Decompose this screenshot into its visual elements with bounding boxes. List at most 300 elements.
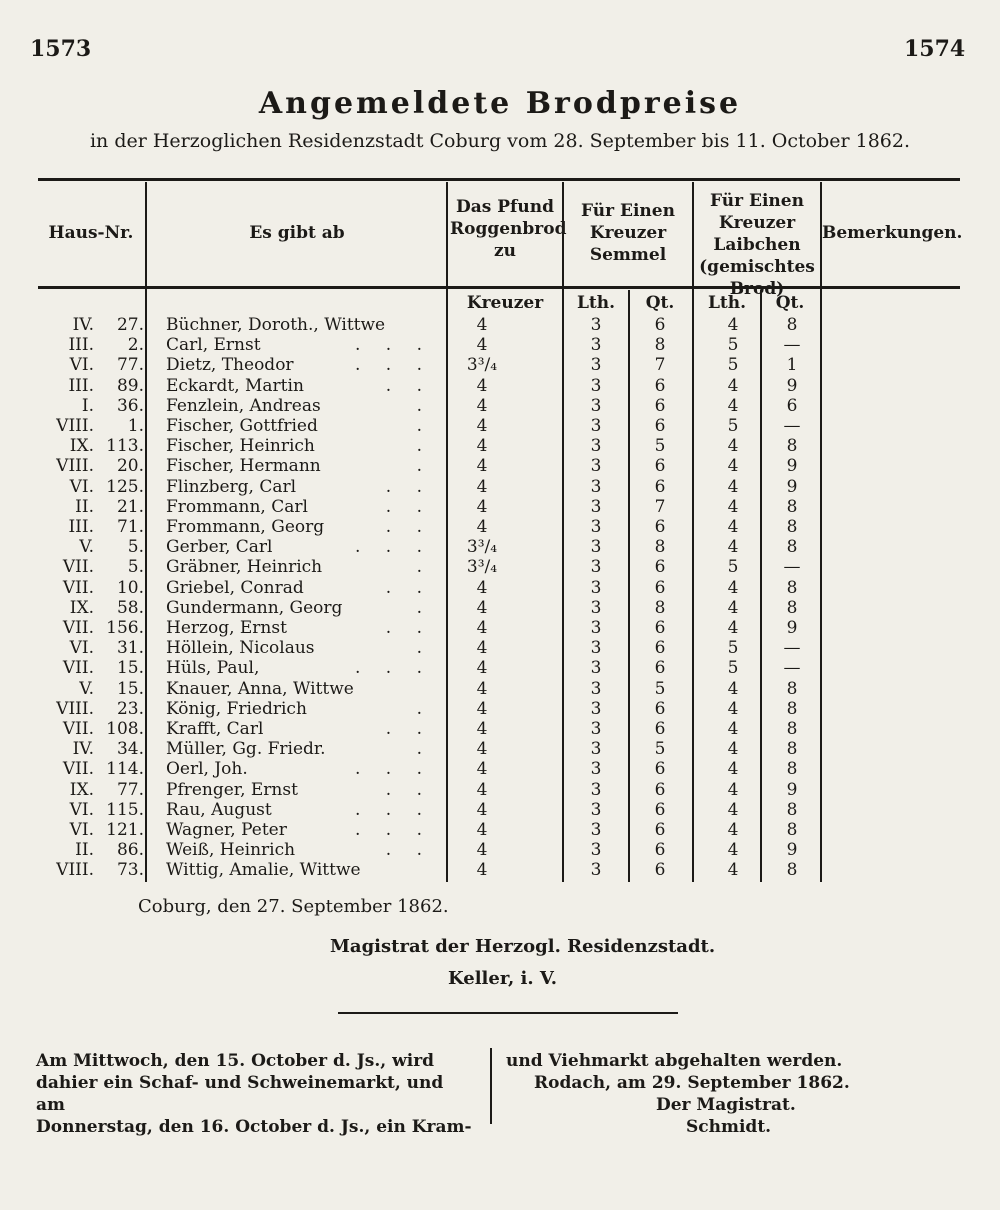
baker-name: Müller, Gg. Friedr. [166,739,326,760]
house-number: 15. [116,678,144,699]
house-district: VIII. [56,860,94,881]
laibchen-lth: 4 [727,719,739,739]
header-laibchen: Für Einen Kreuzer Laibchen (gemischtes Brod) [699,191,815,299]
semmel-lth: 3 [590,315,602,335]
notice-right-line-1: und Viehmarkt abgehalten werden. [506,1051,843,1071]
semmel-qt: 6 [654,476,666,497]
semmel-lth: 3 [590,678,602,699]
table-row [0,476,1000,498]
house-district: VII. [62,557,94,578]
laibchen-qt: — [783,416,801,436]
header-bemerkungen: Bemerkungen. [822,223,963,243]
laibchen-lth: 4 [727,315,739,335]
semmel-qt: 6 [654,658,666,679]
house-number: 73. [116,860,144,881]
roggenbrod-kreuzer: 4 [476,315,488,335]
header-roggenbrod: Das Pfund Roggenbrod zu [450,197,567,261]
page-number-right: 1574 [904,36,966,62]
laibchen-qt: — [783,335,801,356]
semmel-lth: 3 [590,436,602,457]
table-row [0,637,1000,659]
house-number: 156. [106,618,144,638]
laibchen-qt: 8 [786,820,798,840]
semmel-qt: 8 [654,597,666,618]
laibchen-lth: 4 [727,496,739,517]
semmel-lth: 3 [590,355,602,376]
baker-name: Büchner, Doroth., Wittwe [166,315,386,335]
table-row [0,496,1000,518]
laibchen-lth: 5 [727,658,739,679]
laibchen-qt: 8 [786,315,798,335]
laibchen-lth: 5 [727,557,739,578]
leader-dots: . . [385,779,432,800]
house-district: VI. [69,820,94,840]
page-subtitle: in der Herzoglichen Residenzstadt Coburg vom 28. September bis 11. October 1862. [89,130,910,152]
leader-dots: . [416,739,432,760]
house-district: IV. [72,739,94,760]
semmel-qt: 6 [654,416,666,436]
laibchen-lth: 4 [727,456,739,477]
laibchen-qt: — [783,658,801,679]
house-district: VIII. [56,698,94,719]
table-row [0,435,1000,457]
roggenbrod-kreuzer: 3³/₄ [466,557,498,578]
semmel-lth: 3 [590,395,602,416]
date-line: Coburg, den 27. September 1862. [138,896,449,917]
house-district: III. [68,517,94,537]
baker-name: Höllein, Nicolaus [166,638,315,659]
baker-name: Eckardt, Martin [166,375,304,396]
baker-name: König, Friedrich [166,698,307,719]
baker-name: Knauer, Anna, Wittwe [166,678,354,699]
semmel-qt: 5 [654,678,666,699]
semmel-lth: 3 [590,476,602,497]
table-row [0,738,1000,760]
leader-dots: . [416,597,432,618]
semmel-qt: 6 [654,638,666,659]
house-number: 77. [116,355,144,376]
roggenbrod-kreuzer: 4 [476,577,488,598]
semmel-lth: 3 [590,416,602,436]
table-row [0,839,1000,861]
table-row [0,718,1000,740]
baker-name: Pfrenger, Ernst [166,779,298,800]
notice-left-line-2: dahier ein Schaf- und Schweinemarkt, und am [36,1073,444,1115]
baker-name: Weiß, Heinrich [166,840,296,861]
subheader-qt-semmel: Qt. [645,293,675,313]
house-district: I. [81,395,94,416]
house-number: 121. [106,820,144,840]
roggenbrod-kreuzer: 4 [476,678,488,699]
laibchen-qt: 8 [786,860,798,881]
laibchen-qt: 8 [786,799,798,820]
house-number: 21. [116,496,144,517]
laibchen-qt: 9 [786,375,798,396]
semmel-qt: 6 [654,517,666,537]
house-number: 27. [116,315,144,335]
notice-left-line-3: Donnerstag, den 16. October d. Js., ein Kram- [36,1117,472,1137]
table-row [0,859,1000,881]
house-district: VI. [69,799,94,820]
laibchen-qt: 6 [786,395,798,416]
leader-dots: . . [385,375,432,396]
house-district: VIII. [56,456,94,477]
baker-name: Gerber, Carl [166,537,273,558]
laibchen-lth: 4 [727,395,739,416]
semmel-qt: 6 [654,759,666,780]
semmel-lth: 3 [590,739,602,760]
laibchen-qt: 8 [786,678,798,699]
leader-dots: . . . [354,355,432,376]
notice-column-rule [490,1048,492,1124]
baker-name: Wagner, Peter [166,820,287,840]
baker-name: Fischer, Gottfried [166,416,318,436]
laibchen-lth: 4 [727,759,739,780]
baker-name: Frommann, Georg [166,517,325,537]
leader-dots: . . [385,577,432,598]
semmel-qt: 6 [654,557,666,578]
laibchen-qt: 8 [786,537,798,558]
laibchen-lth: 4 [727,436,739,457]
table-row [0,415,1000,437]
semmel-lth: 3 [590,557,602,578]
leader-dots: . . . [354,820,432,840]
semmel-lth: 3 [590,496,602,517]
roggenbrod-kreuzer: 4 [476,860,488,881]
baker-name: Wittig, Amalie, Wittwe [166,860,361,881]
semmel-qt: 6 [654,315,666,335]
laibchen-lth: 5 [727,416,739,436]
laibchen-qt: 9 [786,779,798,800]
laibchen-lth: 5 [727,638,739,659]
laibchen-lth: 4 [727,799,739,820]
house-district: IV. [72,315,94,335]
roggenbrod-kreuzer: 4 [476,375,488,396]
laibchen-qt: 9 [786,476,798,497]
house-district: V. [79,537,94,558]
laibchen-lth: 4 [727,597,739,618]
laibchen-qt: 9 [786,840,798,861]
house-number: 23. [116,698,144,719]
house-number: 1. [127,416,144,436]
baker-name: Krafft, Carl [166,719,264,739]
semmel-lth: 3 [590,618,602,638]
table-row [0,758,1000,780]
table-row [0,516,1000,538]
table-top-rule [38,178,960,181]
roggenbrod-kreuzer: 4 [476,698,488,719]
semmel-qt: 8 [654,537,666,558]
leader-dots: . . [385,719,432,739]
magistrat-line: Magistrat der Herzogl. Residenzstadt. [330,936,716,957]
laibchen-lth: 4 [727,820,739,840]
house-district: III. [68,335,94,356]
page-number-left: 1573 [30,36,92,62]
roggenbrod-kreuzer: 4 [476,597,488,618]
leader-dots: . . [385,496,432,517]
semmel-qt: 6 [654,395,666,416]
page-title: Angemeldete Brodpreise [258,86,742,121]
laibchen-qt: 8 [786,436,798,457]
notice-right-line-3: Der Magistrat. [656,1095,796,1115]
table-row [0,395,1000,417]
table-row [0,334,1000,356]
roggenbrod-kreuzer: 4 [476,638,488,659]
roggenbrod-kreuzer: 4 [476,759,488,780]
house-district: VIII. [56,416,94,436]
roggenbrod-kreuzer: 4 [476,416,488,436]
laibchen-lth: 4 [727,577,739,598]
table-row [0,617,1000,639]
notice-left [36,1050,476,1138]
roggenbrod-kreuzer: 4 [476,395,488,416]
laibchen-lth: 4 [727,739,739,760]
semmel-lth: 3 [590,658,602,679]
house-number: 36. [116,395,144,416]
roggenbrod-kreuzer: 3³/₄ [466,537,498,558]
semmel-qt: 6 [654,840,666,861]
house-number: 5. [127,537,144,558]
laibchen-qt: 8 [786,577,798,598]
header-haus-nr: Haus-Nr. [48,223,134,243]
semmel-qt: 6 [654,375,666,396]
house-district: V. [79,678,94,699]
laibchen-qt: — [783,557,801,578]
subheader-kreuzer: Kreuzer [466,293,544,313]
house-number: 77. [116,779,144,800]
semmel-qt: 6 [654,779,666,800]
semmel-lth: 3 [590,820,602,840]
leader-dots: . . [385,517,432,537]
table-row [0,819,1000,841]
semmel-lth: 3 [590,335,602,356]
house-district: VII. [62,577,94,598]
laibchen-qt: 8 [786,517,798,537]
semmel-lth: 3 [590,799,602,820]
baker-name: Gräbner, Heinrich [166,557,323,578]
roggenbrod-kreuzer: 4 [476,618,488,638]
laibchen-qt: 8 [786,496,798,517]
house-number: 15. [116,658,144,679]
baker-name: Gundermann, Georg [166,597,343,618]
laibchen-qt: 8 [786,719,798,739]
semmel-qt: 7 [654,496,666,517]
leader-dots: . . . [354,335,432,356]
roggenbrod-kreuzer: 4 [476,436,488,457]
house-number: 34. [116,739,144,760]
table-row [0,597,1000,619]
table-row [0,678,1000,700]
baker-name: Herzog, Ernst [166,618,287,638]
laibchen-lth: 4 [727,779,739,800]
laibchen-lth: 5 [727,335,739,356]
semmel-lth: 3 [590,698,602,719]
house-district: IX. [69,436,94,457]
laibchen-qt: 9 [786,618,798,638]
baker-name: Frommann, Carl [166,496,308,517]
subheader-qt-laibchen: Qt. [775,293,805,313]
semmel-qt: 6 [654,456,666,477]
semmel-lth: 3 [590,375,602,396]
semmel-lth: 3 [590,759,602,780]
laibchen-lth: 4 [727,476,739,497]
leader-dots: . . [385,618,432,638]
semmel-qt: 7 [654,355,666,376]
semmel-qt: 6 [654,799,666,820]
table-row [0,536,1000,558]
laibchen-lth: 5 [727,355,739,376]
laibchen-qt: 1 [786,355,798,376]
roggenbrod-kreuzer: 4 [476,799,488,820]
baker-name: Dietz, Theodor [166,355,294,376]
leader-dots: . [416,557,432,578]
semmel-lth: 3 [590,779,602,800]
house-district: III. [68,375,94,396]
semmel-lth: 3 [590,597,602,618]
baker-name: Hüls, Paul, [166,658,260,679]
leader-dots: . . [385,476,432,497]
laibchen-lth: 4 [727,618,739,638]
leader-dots: . . [385,840,432,861]
house-number: 31. [116,638,144,659]
laibchen-lth: 4 [727,860,739,881]
notice-right [506,1050,966,1138]
roggenbrod-kreuzer: 4 [476,719,488,739]
table-row [0,799,1000,821]
semmel-lth: 3 [590,860,602,881]
header-semmel: Für Einen Kreuzer Semmel [581,201,675,265]
house-number: 115. [106,799,144,820]
house-number: 10. [116,577,144,598]
notice-right-line-2: Rodach, am 29. September 1862. [534,1073,850,1093]
laibchen-qt: 8 [786,759,798,780]
house-district: VI. [69,638,94,659]
table-row [0,779,1000,801]
leader-dots: . . . [354,658,432,679]
leader-dots: . [416,456,432,477]
signature: Keller, i. V. [448,968,557,989]
roggenbrod-kreuzer: 4 [476,496,488,517]
leader-dots: . [416,395,432,416]
house-district: VII. [62,759,94,780]
baker-name: Fischer, Hermann [166,456,321,477]
house-number: 2. [127,335,144,356]
laibchen-lth: 4 [727,517,739,537]
notice-right-line-4: Schmidt. [686,1117,772,1137]
semmel-qt: 8 [654,335,666,356]
house-district: II. [75,496,94,517]
divider-rule [338,1012,678,1014]
laibchen-qt: 8 [786,739,798,760]
semmel-qt: 6 [654,860,666,881]
semmel-qt: 6 [654,577,666,598]
baker-name: Fischer, Heinrich [166,436,315,457]
baker-name: Oerl, Joh. [166,759,248,780]
table-row [0,455,1000,477]
semmel-qt: 5 [654,739,666,760]
table-row [0,314,1000,336]
table-row [0,556,1000,578]
house-district: IX. [69,597,94,618]
house-number: 58. [116,597,144,618]
baker-name: Griebel, Conrad [166,577,304,598]
semmel-qt: 6 [654,820,666,840]
semmel-lth: 3 [590,456,602,477]
roggenbrod-kreuzer: 4 [476,476,488,497]
laibchen-qt: 8 [786,698,798,719]
semmel-lth: 3 [590,638,602,659]
semmel-qt: 6 [654,618,666,638]
baker-name: Fenzlein, Andreas [166,395,321,416]
house-number: 86. [116,840,144,861]
roggenbrod-kreuzer: 4 [476,739,488,760]
leader-dots: . [416,698,432,719]
roggenbrod-kreuzer: 3³/₄ [466,355,498,376]
semmel-qt: 6 [654,698,666,719]
house-district: VI. [69,476,94,497]
semmel-qt: 6 [654,719,666,739]
house-number: 5. [127,557,144,578]
laibchen-qt: 9 [786,456,798,477]
house-number: 20. [116,456,144,477]
laibchen-lth: 4 [727,840,739,861]
roggenbrod-kreuzer: 4 [476,779,488,800]
house-district: VII. [62,658,94,679]
semmel-lth: 3 [590,517,602,537]
laibchen-lth: 4 [727,537,739,558]
roggenbrod-kreuzer: 4 [476,335,488,356]
semmel-lth: 3 [590,719,602,739]
roggenbrod-kreuzer: 4 [476,456,488,477]
subheader-lth-laibchen: Lth. [707,293,747,313]
subheader-lth-semmel: Lth. [576,293,616,313]
roggenbrod-kreuzer: 4 [476,658,488,679]
table-row [0,698,1000,720]
leader-dots: . . . [354,759,432,780]
laibchen-qt: — [783,638,801,659]
table-row [0,354,1000,376]
leader-dots: . [416,416,432,436]
baker-name: Carl, Ernst [166,335,261,356]
house-number: 113. [106,436,144,457]
semmel-lth: 3 [590,537,602,558]
table-row [0,657,1000,679]
semmel-lth: 3 [590,840,602,861]
roggenbrod-kreuzer: 4 [476,840,488,861]
leader-dots: . . . [354,799,432,820]
leader-dots: . [416,436,432,457]
laibchen-qt: 8 [786,597,798,618]
table-row [0,577,1000,599]
house-number: 71. [116,517,144,537]
house-number: 114. [106,759,144,780]
house-district: VII. [62,618,94,638]
leader-dots: . [416,638,432,659]
semmel-qt: 5 [654,436,666,457]
house-number: 89. [116,375,144,396]
house-number: 125. [106,476,144,497]
notice-left-line-1: Am Mittwoch, den 15. October d. Js., wird [36,1051,435,1071]
baker-name: Rau, August [166,799,272,820]
house-district: VII. [62,719,94,739]
laibchen-lth: 4 [727,375,739,396]
roggenbrod-kreuzer: 4 [476,517,488,537]
roggenbrod-kreuzer: 4 [476,820,488,840]
table-row [0,375,1000,397]
house-district: IX. [69,779,94,800]
baker-name: Flinzberg, Carl [166,476,297,497]
laibchen-lth: 4 [727,678,739,699]
